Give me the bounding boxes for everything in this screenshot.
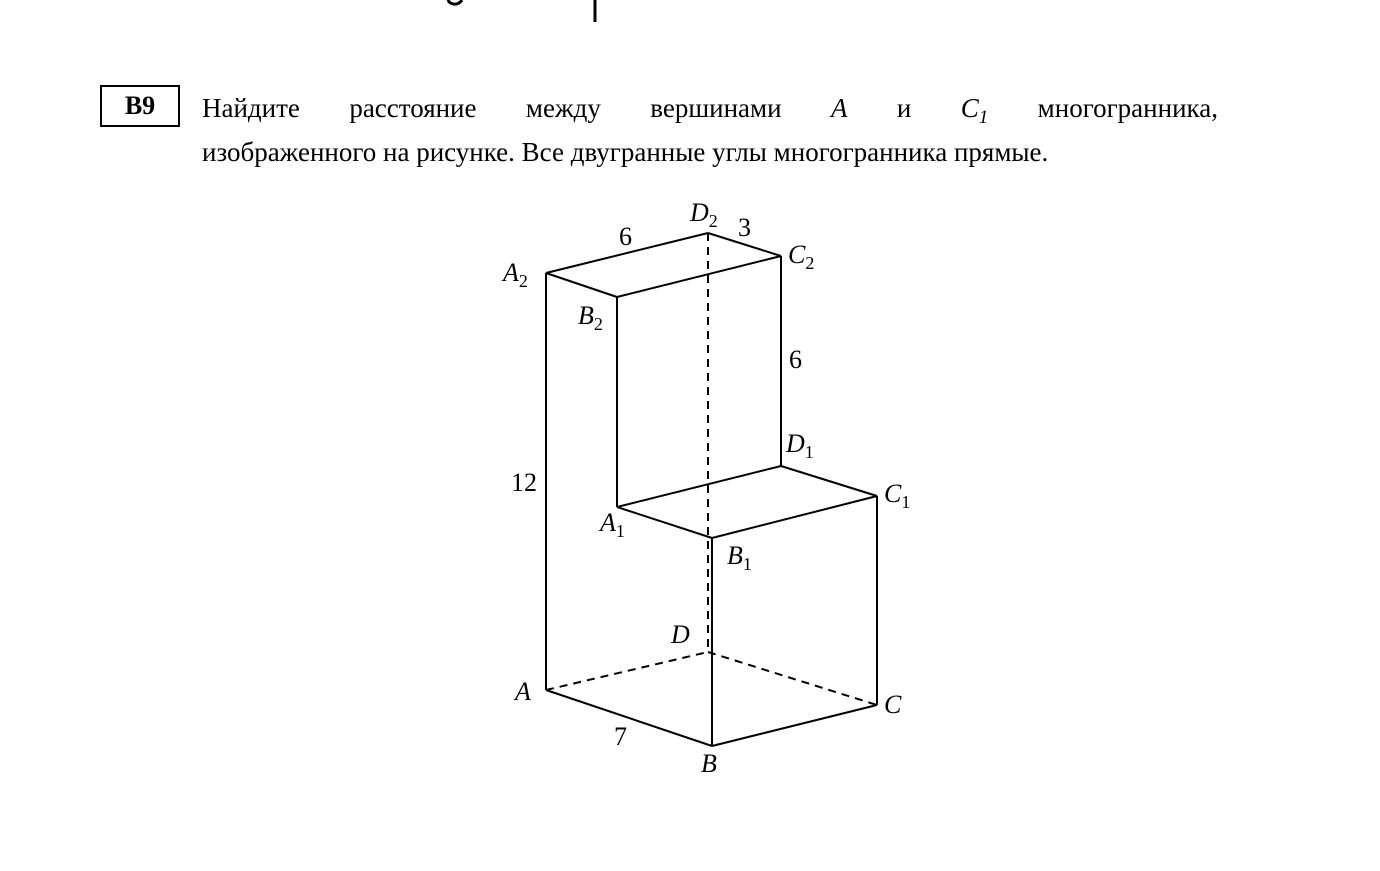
label-d1: $D_1$	[786, 429, 814, 462]
label-c: C	[884, 690, 902, 719]
label-c1: $C_1$	[884, 479, 911, 512]
label-b: B	[701, 749, 717, 778]
dimension-total-height: 12	[511, 468, 537, 497]
edge-b1-a1	[617, 507, 712, 538]
problem-number: B9	[124, 91, 156, 120]
dimension-top-length: 6	[619, 222, 632, 251]
dimension-base-length: 7	[614, 722, 627, 751]
vertex-c1-letter: C	[960, 93, 979, 123]
label-a1: $A_1$	[600, 508, 625, 541]
dimension-upper-height: 6	[789, 345, 802, 374]
label-a2: $A_2$	[503, 258, 528, 291]
word-2: расстояние	[349, 93, 477, 123]
label-b2: $B_2$	[578, 301, 603, 334]
label-d2: $D_2$	[690, 198, 718, 231]
vertex-a: A	[830, 93, 848, 123]
edge-c2-b2	[617, 256, 781, 297]
edge-d1-c1	[781, 466, 877, 496]
edge-c1-b1	[712, 496, 877, 538]
dimension-top-width: 3	[738, 213, 751, 242]
word-3: между	[525, 93, 601, 123]
problem-line-2: изображенного на рисунке. Все двугранные углы многогранника прямые.	[202, 137, 1049, 167]
edge-a1-d1	[617, 466, 781, 507]
label-a: A	[515, 677, 531, 706]
vertex-c1-index: 1	[978, 107, 989, 128]
label-b1: $B_1$	[727, 541, 752, 574]
edge-b-c	[712, 705, 877, 746]
edge-d-c-hidden	[708, 652, 877, 705]
edge-a-d-hidden	[546, 652, 708, 690]
conjunction: и	[896, 93, 912, 123]
figure-edges	[546, 233, 877, 746]
word-4: вершинами	[650, 93, 782, 123]
word-polyhedron: многогранника,	[1037, 93, 1218, 123]
label-c2: $C_2$	[788, 240, 815, 273]
edge-b2-a2	[546, 273, 617, 297]
label-d: D	[671, 620, 690, 649]
word-1: Найдите	[202, 93, 300, 123]
edge-a-b	[546, 690, 712, 746]
